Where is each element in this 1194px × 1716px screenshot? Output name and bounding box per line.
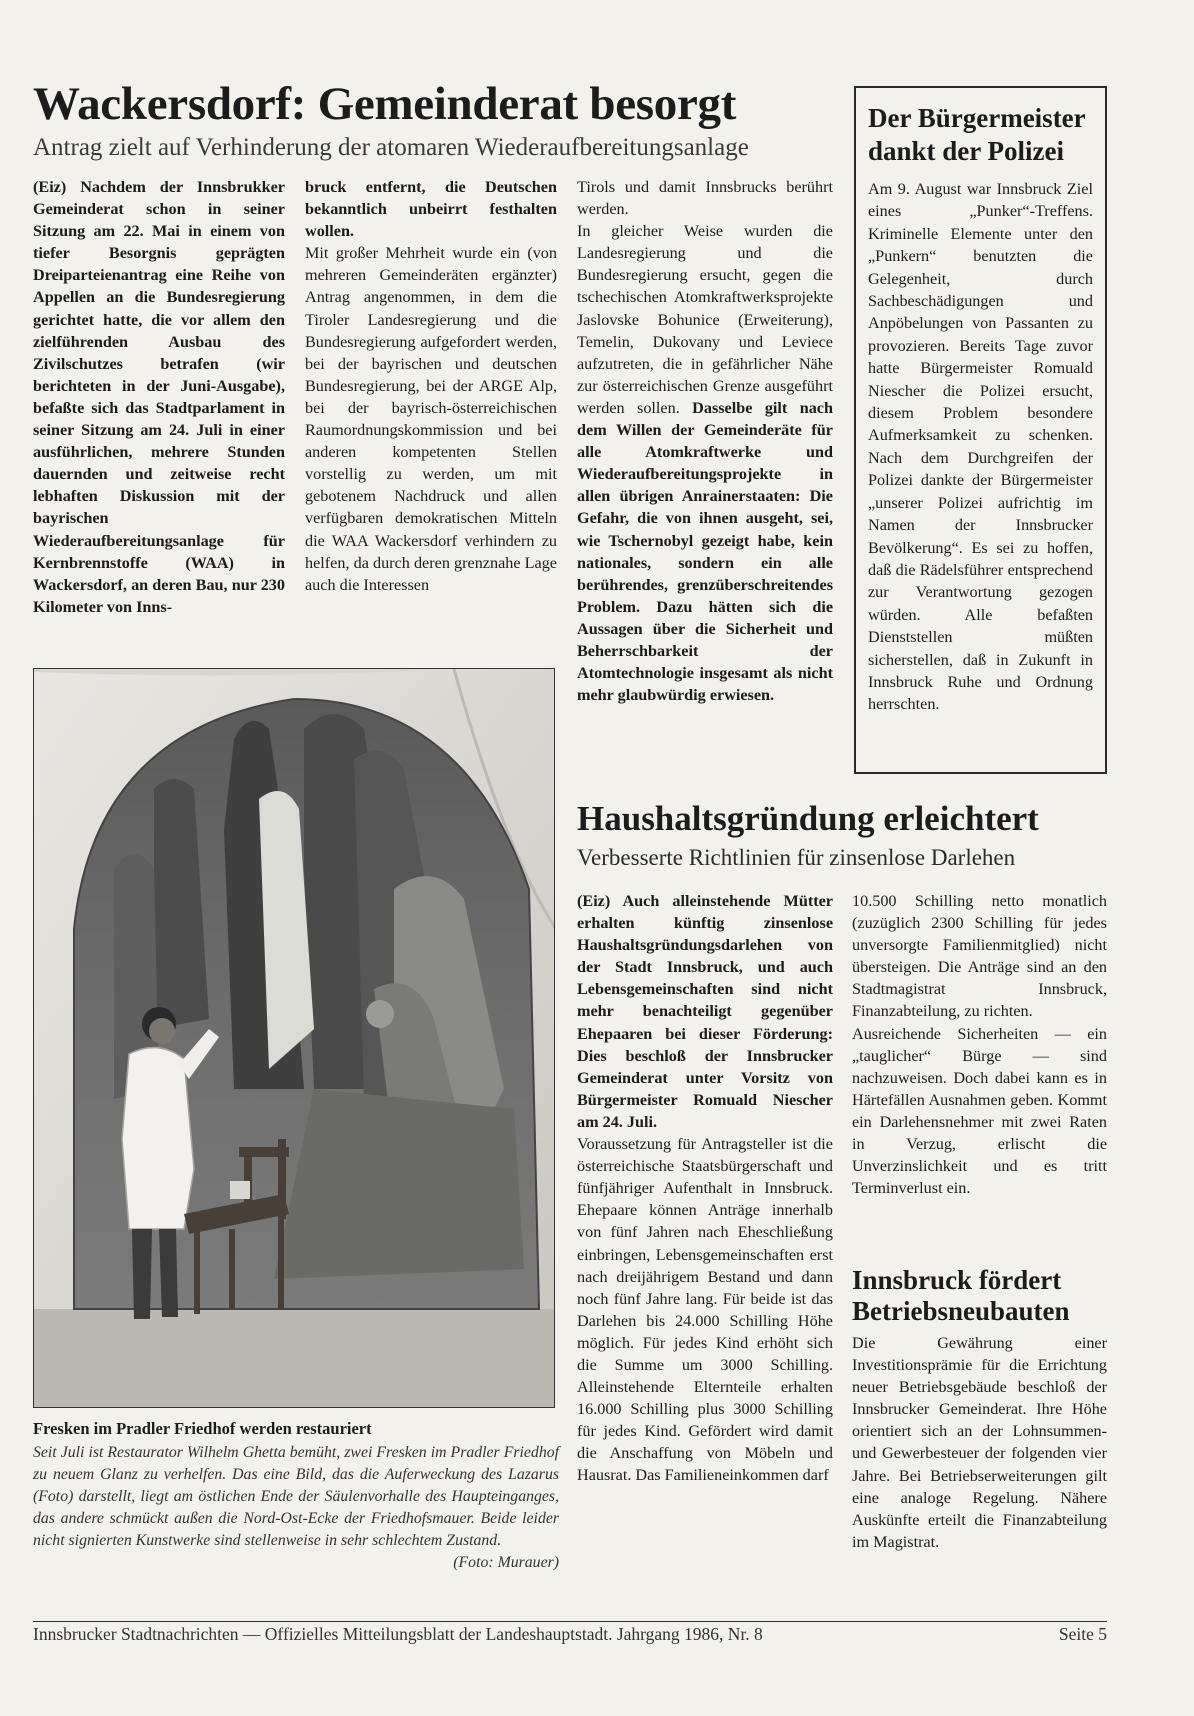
haushalt-lead: (Eiz) Auch alleinstehende Mütter erhalten künftig zinsenlose Haushaltsgründungsdarlehen von der Stadt Innsbruck, und auch Lebensgemeinschaften sind nicht mehr benachteiligt gegenüber Ehepaaren bei dieser Förderung: Dies beschloß der Innsbrucker Gemeinderat unter Vorsitz von Bürgermeister Romuald Niescher am 24. Juli. [577,892,833,1131]
footer-publication: Innsbrucker Stadtnachrichten — Offizielles Mitteilungsblatt der Landeshauptstadt. Jahrgang 1986, Nr. 8 [33,1624,763,1644]
photo-caption-title: Fresken im Pradler Friedhof werden restauriert [33,1419,372,1438]
article-main-column-3 [577,176,833,706]
photo-caption-text: Seit Juli ist Restaurator Wilhelm Ghetta bemüht, zwei Fresken im Pradler Friedhof zu neuem Glanz zu verhelfen. Das eine Bild, das die Auferweckung des Lazarus (Foto) darstellt, liegt am östlichen Ende der Säulenvorhalle des Haupteinganges, das andere schmückt außen die Nord-Ost-Ecke der Friedhofsmauer. Beide leider nicht signierten Kunstwerke sind stellenweise in sehr schlechtem Zustand. [33,1444,559,1549]
article-main-col2-body: Mit großer Mehrheit wurde ein (von mehreren Gemeinderäten ergänzter) Antrag angenommen, in dem die Tiroler Landesregierung und die Bundesregierung aufgefordert werden, bei der bayrischen und deutschen Bundesregierung, bei der ARGE Alp, bei der bayrisch-österreichischen Raumordnungskommission und bei anderen kompetenten Stellen vorstellig zu werden, um mit gebotenem Nachdruck und allen verfügbaren demokratischen Mitteln die WAA Wackersdorf verhindern zu helfen, da durch deren grenznahe Lage auch die Interessen [305,244,557,594]
sidebar-box-polizei [854,86,1107,774]
footer-rule [33,1621,1107,1622]
fresco-photo-illustration [34,669,555,1408]
subheadline-wackersdorf: Antrag zielt auf Verhinderung der atomaren Wiederaufbereitungsanlage [33,134,749,161]
subheadline-haushalt: Verbesserte Richtlinien für zinsenlose Darlehen [577,845,1016,870]
article-main-column-1: (Eiz) Nachdem der Innsbrukker Gemeinderat schon in seiner Sitzung am 22. Mai in einem von tiefer Besorgnis geprägten Dreiparteienantrag eine Reihe von Appellen an die Bundesregierung gerichtet hatte, die vor allem den zielführenden Ausbau des Zivilschutzes betrafen (wir berichteten in der Juni-Ausgabe), befaßte sich das Stadtparlament in seiner Sitzung am 24. Juli in einer ausführlichen, mehrere Stunden dauernden und zeitweise recht lebhaften Diskussion mit der bayrischen Wiederaufbereitungsanlage für Kernbrennstoffe (WAA) in Wackersdorf, an deren Bau, nur 230 Kilometer von Inns- [33,178,285,616]
betrieb-body: Die Gewährung einer Investitionsprämie für die Errichtung neuer Betriebsgebäude beschloß der Innsbrucker Gemeinderat. Ihre Höhe orientiert sich an der Lohnsummen- und Gewerbesteuer der folgenden vier Jahre. Bei Betriebserweiterungen gilt eine analoge Regelung. Nähere Auskünfte erteilt die Finanzabteilung im Magistrat. [852,1334,1107,1551]
headline-betrieb: Innsbruck fördert Betriebsneubauten [852,1265,1070,1326]
haushalt-body-2: 10.500 Schilling netto monatlich (zuzüglich 2300 Schilling für jedes unversorgte Familienmitglied) nicht übersteigen. Die Anträge sind an den Stadtmagistrat Innsbruck, Finanzabteilung, zu richten. [852,892,1107,1021]
headline-haushalt: Haushaltsgründung erleichtert [577,799,1039,838]
photo-credit: (Foto: Murauer) [453,1554,559,1571]
article-main-col3-bold: Dasselbe gilt nach dem Willen der Gemeinderäte für alle Atomkraftwerke und Wiederaufbereitungsprojekte in allen übrigen Anrainerstaaten: Die Gefahr, die von ihnen ausgeht, sei, wie Tschernobyl gezeigt habe, kein nationales, sondern ein alle berührendes, grenzüberschreitendes Problem. Dazu hätten sich die Aussagen über die Sicherheit und Beherrschbarkeit der Atomtechnologie insgesamt als nicht mehr glaubwürdig erwiesen. [577,398,833,705]
headline-wackersdorf: Wackersdorf: Gemeinderat besorgt [33,78,737,130]
article-main-col3-para-1: Tirols und damit Innsbrucks berührt werden. [577,178,833,219]
article-main-col3-para-2-text: In gleicher Weise wurden die Landesregierung und die Bundesregierung ersucht, gegen die tschechischen Atomkraftwerksprojekte Jaslovske Bohunice (Erweiterung), Temelin, Dukovany und Leviece aufzutreten, die in gefährlicher Nähe zur österreichischen Grenze ausgeführt werden sollen. [577,222,833,417]
haushalt-column-1 [577,890,833,1487]
article-main-column-2 [305,176,557,596]
article-main-col2-lead: bruck entfernt, die Deutschen bekanntlich unbeirrt festhalten wollen. [305,178,557,241]
fresco-photo [33,668,555,1408]
haushalt-body-3: Ausreichende Sicherheiten — ein „tauglicher“ Bürge — sind nachzuweisen. Doch dabei kann es in Härtefällen Ausnahmen geben. Kommt ein Darlehensnehmer mit zwei Raten in Verzug, erlischt die Unverzinslichkeit und es tritt Terminverlust ein. [852,1024,1107,1198]
article-main-col3-para-2 [577,220,833,706]
footer-page-number: Seite 5 [1058,1624,1107,1644]
haushalt-body-1: Voraussetzung für Antragsteller ist die österreichische Staatsbürgerschaft und fünfjähriger Aufenthalt in Innsbruck. Ehepaare können Anträge innerhalb von fünf Jahren nach Eheschließung einbringen, Lebensgemeinschaften erst nach dreijährigem Bestand und dann noch fünf Jahre lang. Für beide ist das Darlehen bis 24.000 Schilling Höhe möglich. Für jedes Kind erhöht sich die Summe um 3000 Schilling. Alleinstehende Elternteile erhalten 16.000 Schilling plus 3000 Schilling für jedes Kind. Gefördert wird damit die Anschaffung von Möbeln und Hausrat. Das Familieneinkommen darf [577,1135,833,1485]
haushalt-column-2 [852,890,1107,1199]
photo-caption-body [33,1442,559,1574]
sidebar-body: Am 9. August war Innsbruck Ziel eines „Punker“-Treffens. Kriminelle Elemente unter den „Punkern“ benutzten die Gelegenheit, durch Sachbeschädigungen und Anpöbelungen von Passanten zu provozieren. Bereits Tage zuvor hatte Bürgermeister Romuald Niescher die Polizei ersucht, diesem Problem besondere Aufmerksamkeit zu schenken. Nach dem Durchgreifen der Polizei dankte der Bürgermeister „unserer Polizei aufrichtig im Namen der Innsbrucker Bevölkerung“. Es sei zu hoffen, daß die Rädelsführer entsprechend zur Verantwortung gezogen würden. Alle befaßten Dienststellen müßten sicherstellen, daß in Zukunft in Innsbruck Ruhe und Ordnung herrschten. [868,180,1093,714]
sidebar-title: Der Bürgermeister dankt der Polizei [868,103,1086,166]
